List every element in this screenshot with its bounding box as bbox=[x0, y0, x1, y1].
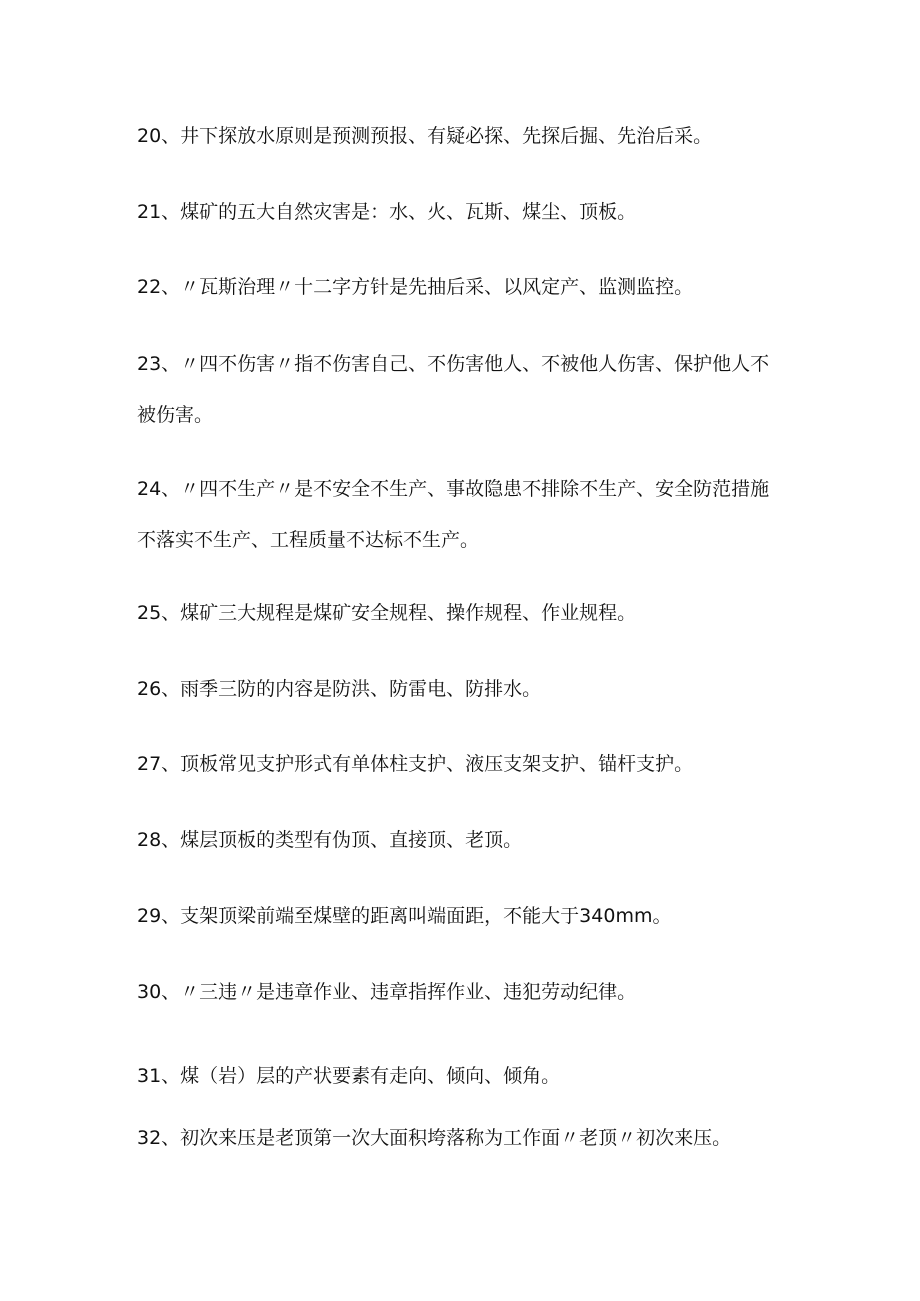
item-30: 30、〃三违〃是违章作业、违章指挥作业、违犯劳动纪律。 bbox=[137, 981, 637, 1003]
item-27: 27、顶板常见支护形式有单体柱支护、液压支架支护、锚杆支护。 bbox=[137, 753, 694, 775]
item-29: 29、支架顶梁前端至煤壁的距离叫端面距，不能大于340mm。 bbox=[137, 905, 672, 927]
item-23: 23、〃四不伤害〃指不伤害自己、不伤害他人、不被他人伤害、保护他人不被伤害。 bbox=[137, 353, 770, 426]
item-26: 26、雨季三防的内容是防洪、防雷电、防排水。 bbox=[137, 678, 542, 700]
item-21: 21、煤矿的五大自然灾害是：水、火、瓦斯、煤尘、顶板。 bbox=[137, 201, 637, 223]
item-24: 24、〃四不生产〃是不安全不生产、事故隐患不排除不生产、安全防范措施不落实不生产、工程质量不达标不生产。 bbox=[137, 478, 770, 551]
item-22: 22、〃瓦斯治理〃十二字方针是先抽后采、以风定产、监测监控。 bbox=[137, 276, 694, 298]
item-31: 31、煤（岩）层的产状要素有走向、倾向、倾角。 bbox=[137, 1065, 561, 1087]
item-28: 28、煤层顶板的类型有伪顶、直接顶、老顶。 bbox=[137, 829, 523, 851]
item-25: 25、煤矿三大规程是煤矿安全规程、操作规程、作业规程。 bbox=[137, 602, 637, 624]
item-32: 32、初次来压是老顶第一次大面积垮落称为工作面〃老顶〃初次来压。 bbox=[137, 1127, 732, 1149]
item-20: 20、井下探放水原则是预测预报、有疑必探、先探后掘、先治后采。 bbox=[137, 125, 713, 147]
